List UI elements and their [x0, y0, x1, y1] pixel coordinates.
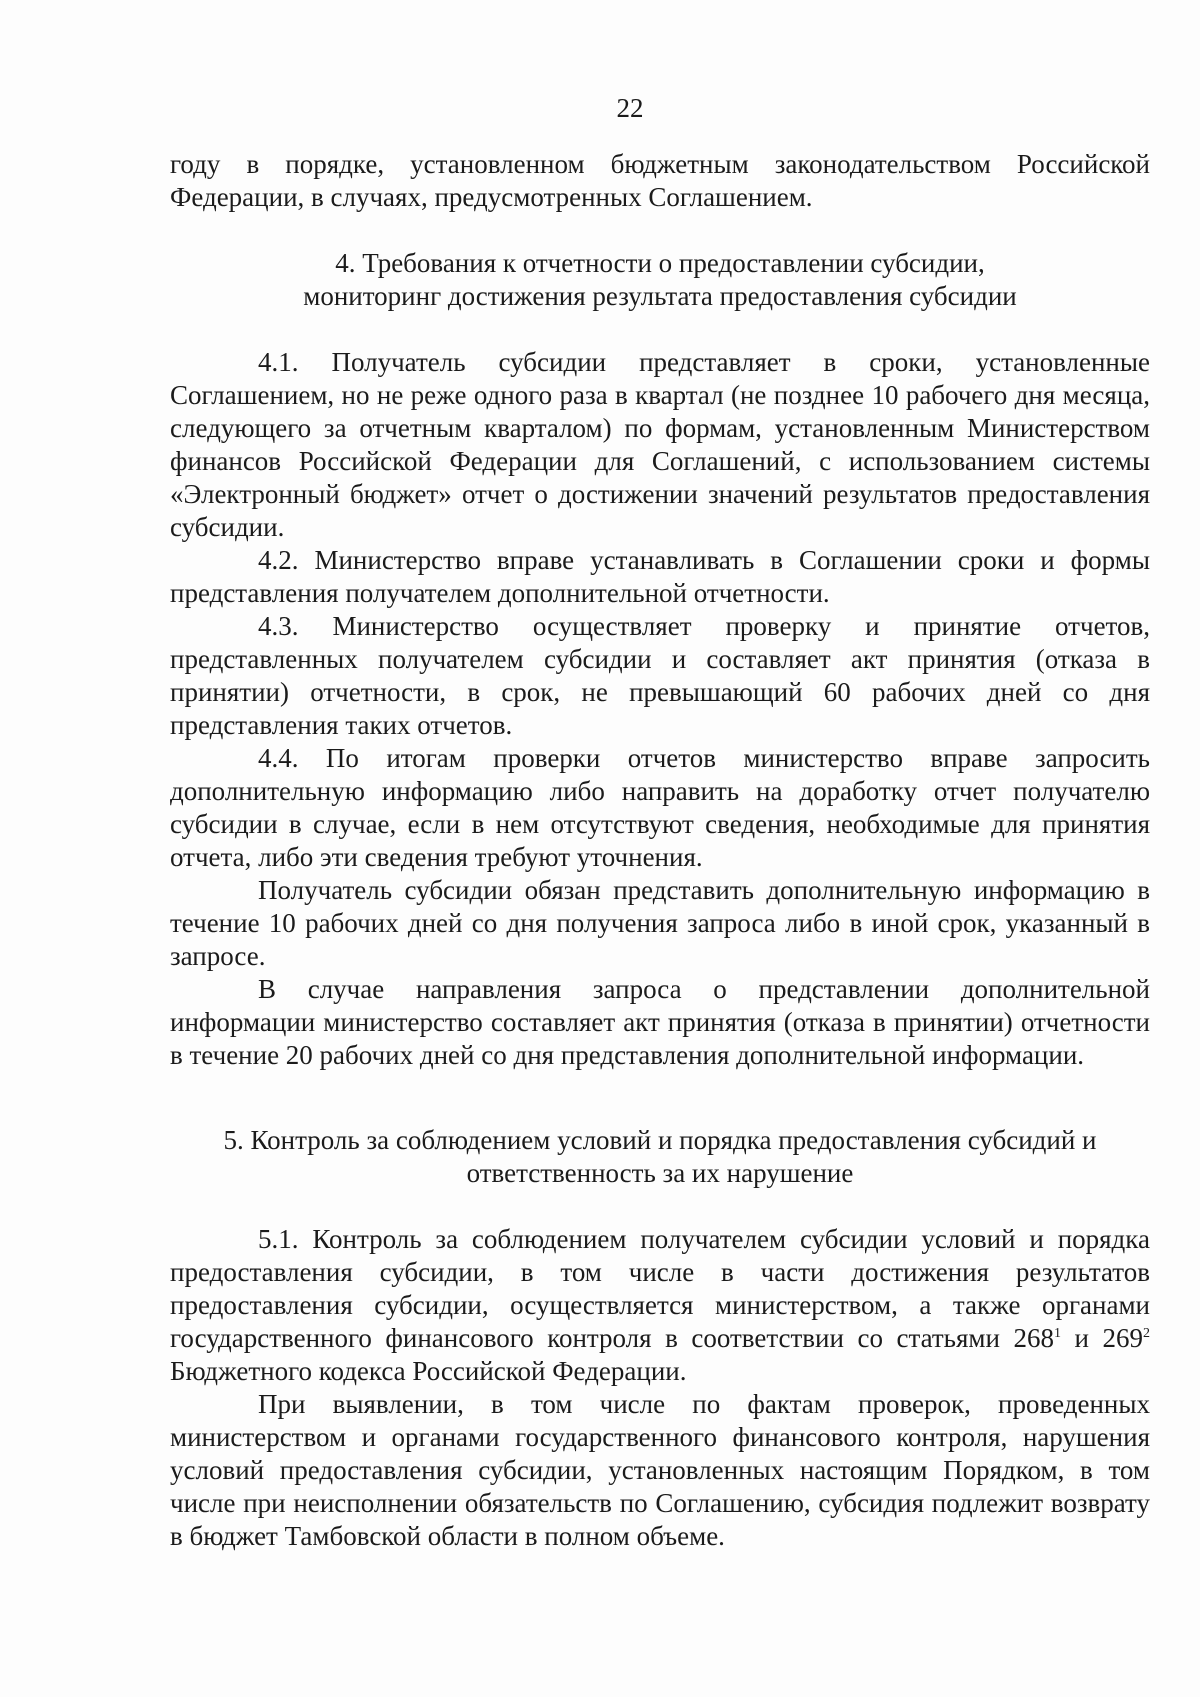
section-5-title-line-1: 5. Контроль за соблюдением условий и порядка предоставления субсидий и — [223, 1125, 1097, 1155]
paragraph-4-4-additional-info: Получатель субсидии обязан представить дополнительную информацию в течение 10 рабочих дней со дня получения запроса либо в иной срок, указанный в запросе. — [170, 875, 1150, 971]
section-4-title-line-2: мониторинг достижения результата предоставления субсидии — [303, 281, 1017, 311]
paragraph-5-1-part-c: Бюджетного кодекса Российской Федерации. — [170, 1356, 687, 1386]
paragraph-4-4: 4.4. По итогам проверки отчетов министерство вправе запросить дополнительную информацию либо направить на доработку отчет получателю субсидии в случае, если в нем отсутствуют сведения, необходимые для принятия отчета, либо эти сведения требуют уточнения. — [170, 743, 1150, 872]
paragraph-4-4-request-case: В случае направления запроса о представлении дополнительной информации министерство составляет акт принятия (отказа в принятии) отчетности в течение 20 рабочих дней со дня представления дополнительной информации. — [170, 974, 1150, 1070]
spacer — [170, 214, 1150, 247]
paragraph-5-1-part-a: 5.1. Контроль за соблюдением получателем субсидии условий и порядка предоставления субсидии, в том числе в части достижения результатов предоставления субсидии, осуществляется министерством, а также органами государственного финансового контроля в соответствии со статьями 268 — [170, 1224, 1150, 1353]
section-4-title-line-1: 4. Требования к отчетности о предоставлении субсидии, — [335, 248, 985, 278]
spacer — [170, 1072, 1150, 1124]
paragraph-4-2: 4.2. Министерство вправе устанавливать в Соглашении сроки и формы представления получателем дополнительной отчетности. — [170, 545, 1150, 608]
spacer — [170, 313, 1150, 346]
document-body — [170, 148, 1150, 1553]
superscript-1: 1 — [1053, 1326, 1061, 1341]
paragraph-5-1-part-b: и 269 — [1060, 1323, 1143, 1353]
paragraph-4-3: 4.3. Министерство осуществляет проверку и принятие отчетов, представленных получателем субсидии и составляет акт принятия (отказа в принятии) отчетности, в срок, не превышающий 60 рабочих дней со дня представления таких отчетов. — [170, 611, 1150, 740]
paragraph-5-1-violations: При выявлении, в том числе по фактам проверок, проведенных министерством и органами государственного финансового контроля, нарушения условий предоставления субсидии, установленных настоящим Порядком, в том числе при неисполнении обязательств по Соглашению, субсидия подлежит возврату в бюджет Тамбовской области в полном объеме. — [170, 1389, 1150, 1551]
page-number: 22 — [616, 93, 644, 123]
section-5-title-line-2: ответственность за их нарушение — [466, 1158, 854, 1188]
paragraph-5-1 — [170, 1223, 1150, 1388]
spacer — [170, 1190, 1150, 1223]
superscript-2: 2 — [1143, 1326, 1150, 1341]
continuation-paragraph: году в порядке, установленном бюджетным законодательством Российской Федерации, в случаях, предусмотренных Соглашением. — [170, 149, 1150, 212]
paragraph-4-1: 4.1. Получатель субсидии представляет в сроки, установленные Соглашением, но не реже одного раза в квартал (не позднее 10 рабочего дня месяца, следующего за отчетным кварталом) по формам, установленным Министерством финансов Российской Федерации для Соглашений, с использованием системы «Электронный бюджет» отчет о достижении значений результатов предоставления субсидии. — [170, 347, 1150, 542]
